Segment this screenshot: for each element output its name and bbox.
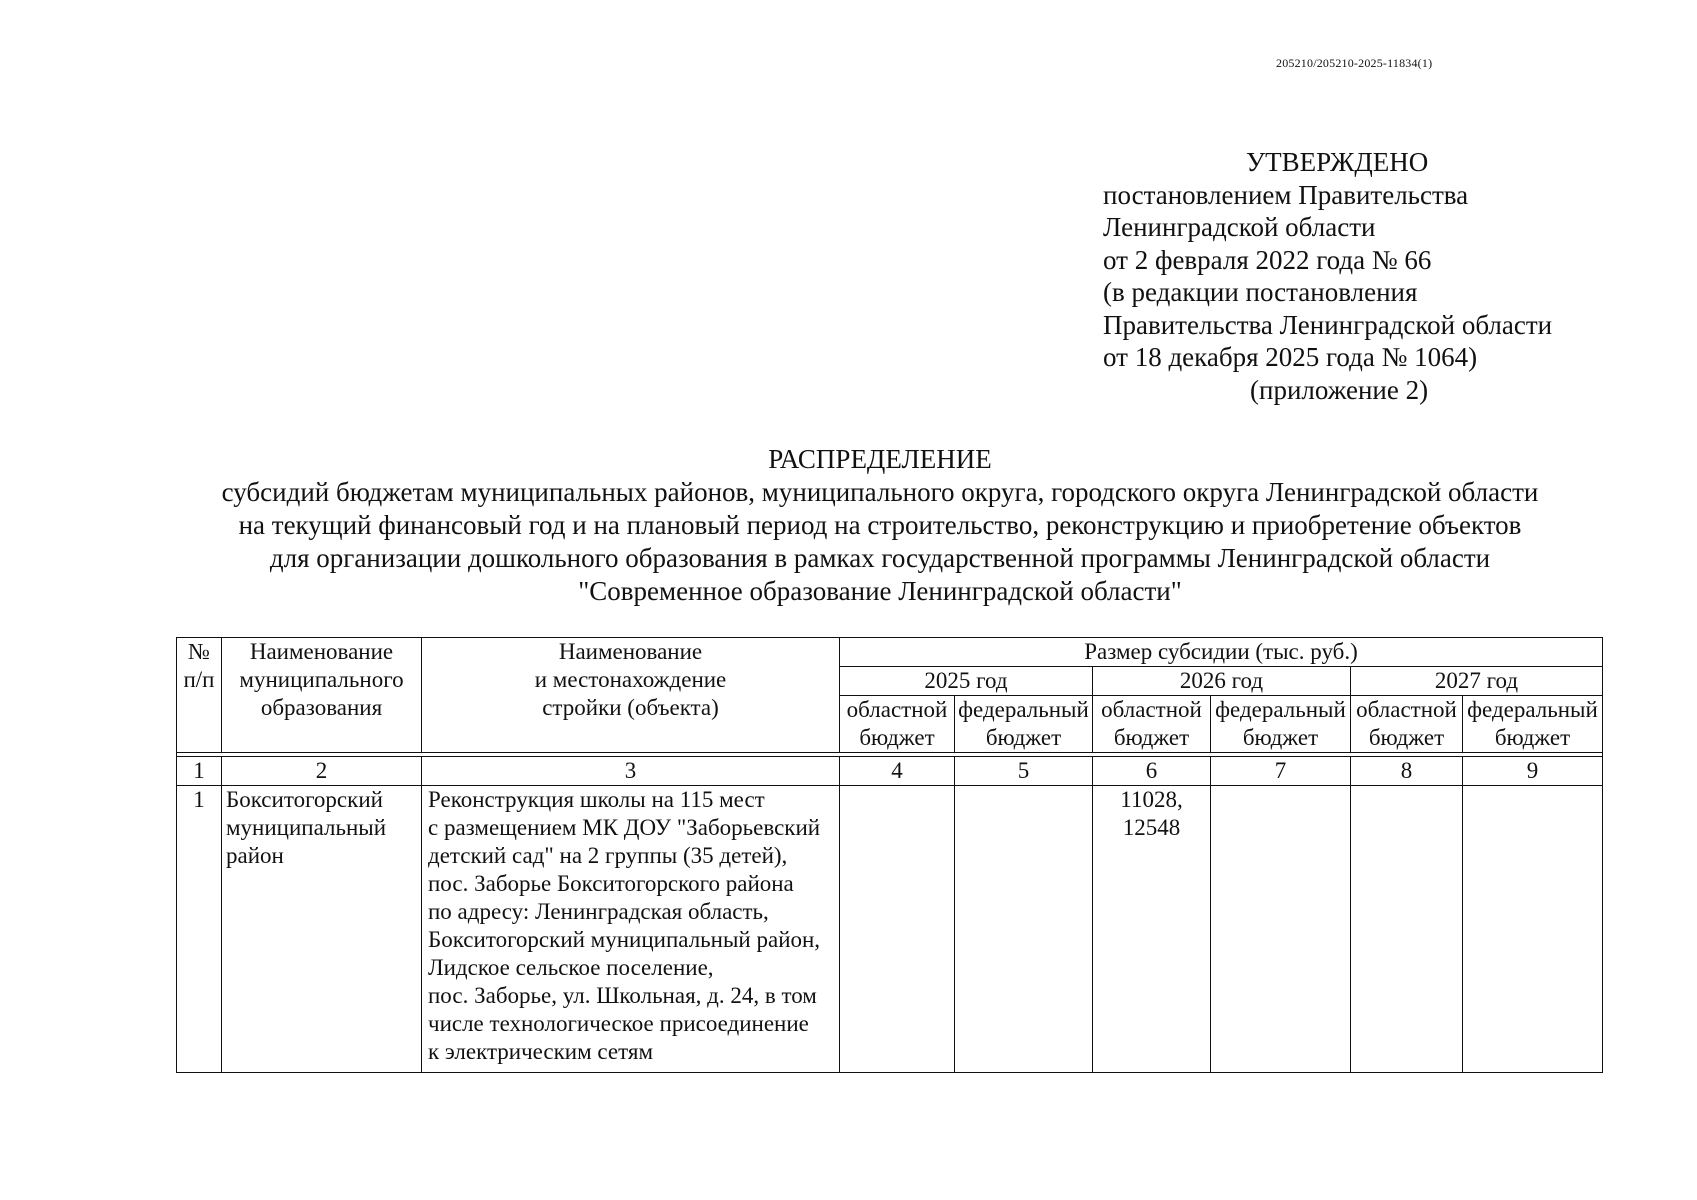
- header-object-line: стройки (объекта): [542, 695, 719, 720]
- header-budget: [1211, 696, 1351, 753]
- header-budget-line: федеральный: [1467, 697, 1598, 722]
- header-budget-line: областной: [1356, 697, 1457, 722]
- header-year-2027: 2027 год: [1351, 667, 1603, 696]
- column-number-row: [177, 757, 1603, 786]
- row-object-line: пос. Заборье Бокситогорского района: [428, 871, 794, 896]
- document-id: 205210/205210-2025-11834(1): [1276, 56, 1433, 70]
- row-object-line: с размещением МК ДОУ "Заборьевский: [428, 815, 821, 840]
- value-2026-regional-line: 11028,: [1120, 787, 1183, 812]
- header-budget-line: бюджет: [1494, 725, 1571, 750]
- header-budget-line: федеральный: [1215, 697, 1346, 722]
- value-2026-regional: [1093, 786, 1211, 1073]
- header-object-line: Наименование: [558, 639, 703, 664]
- row-object-line: детский сад" на 2 группы (35 детей),: [428, 843, 788, 868]
- approval-line: Правительства Ленинградской области: [1103, 309, 1553, 340]
- row-object-line: Лидское сельское поселение,: [428, 955, 714, 980]
- column-number: 9: [1463, 757, 1603, 786]
- column-number: 4: [840, 757, 955, 786]
- row-municipality-line: район: [226, 843, 284, 868]
- header-municipality: [222, 638, 422, 753]
- header-budget-line: бюджет: [985, 725, 1062, 750]
- title-line: для организации дошкольного образования в рамках государственной программы Ленинградской области: [269, 543, 1491, 573]
- column-number: 8: [1351, 757, 1463, 786]
- header-num-line: п/п: [183, 667, 215, 692]
- header-municipality-line: Наименование: [249, 639, 394, 664]
- title-line: на текущий финансовый год и на плановый период на строительство, реконструкцию и приобретение объектов: [238, 510, 1522, 540]
- column-number: 6: [1093, 757, 1211, 786]
- row-object: [422, 786, 840, 1073]
- approval-line: (в редакции постановления: [1103, 277, 1418, 307]
- header-budget: [840, 696, 955, 753]
- column-number: 2: [222, 757, 422, 786]
- row-object-line: Реконструкция школы на 115 мест: [428, 787, 765, 812]
- header-subsidy: Размер субсидии (тыс. руб.): [840, 638, 1603, 667]
- header-budget-line: бюджет: [1368, 725, 1445, 750]
- header-budget-line: областной: [1101, 697, 1202, 722]
- approval-line: постановлением Правительства: [1103, 179, 1469, 210]
- header-budget-line: бюджет: [1242, 725, 1319, 750]
- column-number: 3: [422, 757, 840, 786]
- approval-heading: УТВЕРЖДЕНО: [1246, 147, 1429, 177]
- row-municipality-line: Бокситогорский: [226, 787, 383, 812]
- value-2025-federal: [955, 786, 1093, 1073]
- approval-appendix: (приложение 2): [1250, 374, 1429, 405]
- row-municipality-line: муниципальный: [226, 815, 387, 840]
- header-year-2026: 2026 год: [1093, 667, 1351, 696]
- header-year-2025: 2025 год: [840, 667, 1093, 696]
- column-number: 5: [955, 757, 1093, 786]
- row-object-line: Бокситогорский муниципальный район,: [428, 927, 821, 952]
- header-budget: [1463, 696, 1603, 753]
- row-object-line: пос. Заборье, ул. Школьная, д. 24, в том: [428, 983, 817, 1008]
- approval-stamp: [1103, 146, 1552, 406]
- value-2025-regional: [840, 786, 955, 1073]
- title-line: субсидий бюджетам муниципальных районов, муниципального округа, городского округа Ленинградской области: [221, 477, 1539, 507]
- row-municipality: [222, 786, 422, 1073]
- header-object: [422, 638, 840, 753]
- header-municipality-line: образования: [260, 695, 383, 720]
- row-object-line: к электрическим сетям: [428, 1039, 654, 1064]
- document-title: [150, 443, 1610, 608]
- value-2027-federal: [1463, 786, 1603, 1073]
- value-2026-regional-line: 12548: [1122, 815, 1181, 840]
- header-municipality-line: муниципального: [239, 667, 404, 692]
- header-budget-line: бюджет: [859, 725, 935, 750]
- row-object-line: числе технологическое присоединение: [428, 1011, 809, 1036]
- header-num: [177, 638, 222, 753]
- header-object-line: и местонахождение: [534, 667, 727, 692]
- header-budget: [955, 696, 1093, 753]
- table-row: [177, 786, 1603, 1073]
- value-2026-federal: [1211, 786, 1351, 1073]
- column-number: 7: [1211, 757, 1351, 786]
- value-2027-regional: [1351, 786, 1463, 1073]
- header-budget-line: федеральный: [958, 697, 1089, 722]
- approval-line: от 2 февраля 2022 года № 66: [1103, 244, 1432, 275]
- header-budget-line: бюджет: [1113, 725, 1190, 750]
- header-budget-line: областной: [846, 697, 948, 722]
- row-number: 1: [177, 786, 222, 1073]
- title-line: "Современное образование Ленинградской области": [578, 576, 1182, 606]
- header-budget: [1351, 696, 1463, 753]
- header-num-line: №: [188, 639, 210, 664]
- column-number: 1: [177, 757, 222, 786]
- approval-line: Ленинградской области: [1103, 212, 1376, 242]
- subsidy-table: [176, 637, 1603, 1073]
- title-main: РАСПРЕДЕЛЕНИЕ: [768, 444, 992, 474]
- approval-line: от 18 декабря 2025 года № 1064): [1103, 342, 1478, 372]
- header-budget: [1093, 696, 1211, 753]
- row-object-line: по адресу: Ленинградская область,: [428, 899, 769, 924]
